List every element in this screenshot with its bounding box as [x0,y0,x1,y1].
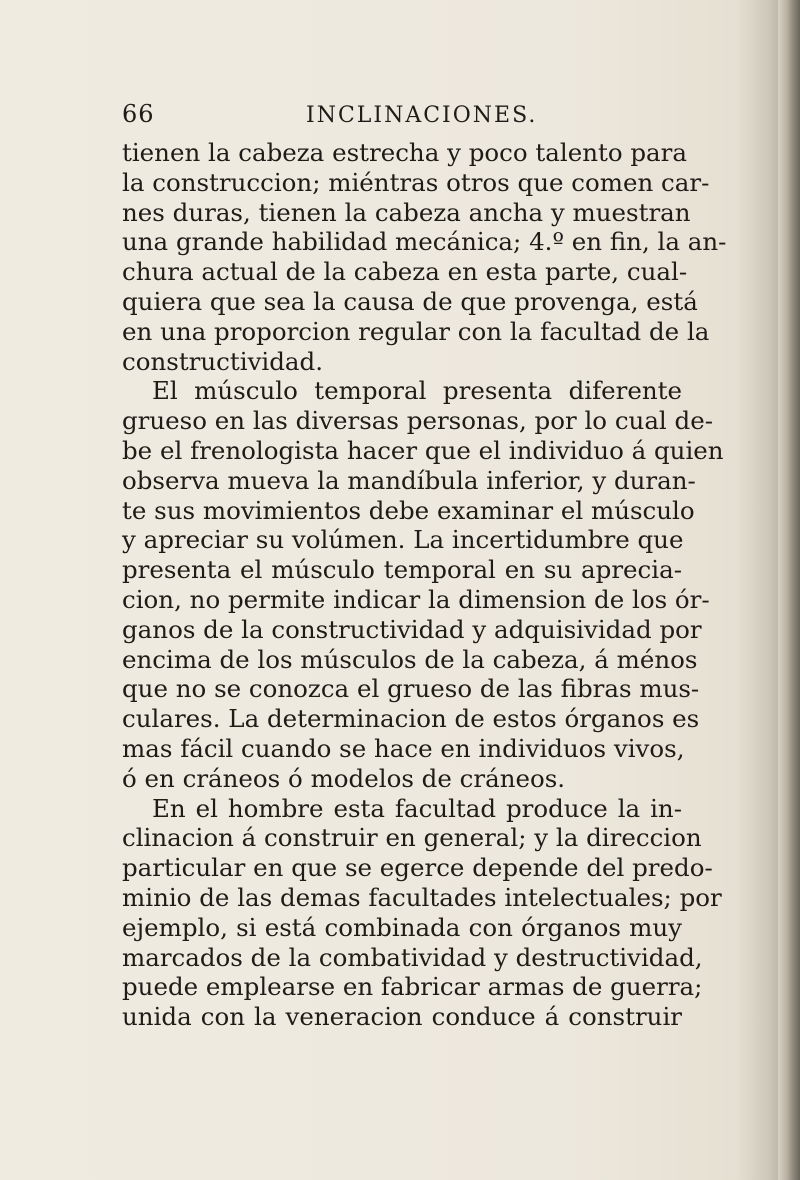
page-edge [778,0,800,1180]
text-line: tienen la cabeza estrecha y poco talento para [122,138,687,167]
text-line: grueso en las diversas personas, por lo cual de- [122,406,714,436]
text-line: observa mueva la mandíbula inferior, y duran- [122,465,696,495]
text-line: nes duras, tienen la cabeza ancha y muestran [122,197,691,227]
text-line: ganos de la constructividad y adquisividad por [122,614,702,644]
text-line: minio de las demas facultades intelectuales; por [122,882,722,912]
text-line: la construccion; miéntras otros que comen car- [122,167,710,197]
text-line: be el frenologista hacer que el individuo á quien [122,435,724,465]
text-line: chura actual de la cabeza en esta parte, cual- [122,257,688,287]
page-header [122,100,682,134]
text-line: que no se conozca el grueso de las fibras mus- [122,674,700,704]
text-line: En el hombre esta facultad produce la in- [152,793,682,823]
running-head: INCLINACIONES. [306,103,538,128]
text-line: unida con la veneracion conduce á construir [122,1002,682,1032]
text-line: y apreciar su volúmen. La incertidumbre que [122,525,684,555]
text-line: te sus movimientos debe examinar el músculo [122,495,695,525]
text-line: ejemplo, si está combinada con órganos muy [122,912,682,942]
text-line: quiera que sea la causa de que provenga, está [122,286,698,316]
text-line: mas fácil cuando se hace en individuos vivos, [122,733,685,763]
text-line: clinacion á construir en general; y la direccion [122,823,702,853]
text-line: presenta el músculo temporal en su aprecia- [122,555,682,585]
text-line: encima de los músculos de la cabeza, á ménos [122,644,698,674]
body-text [122,138,727,1032]
text-line: una grande habilidad mecánica; 4.º en fin, la an- [122,227,727,257]
text-line: ó en cráneos ó modelos de cráneos. [122,763,566,793]
text-line: marcados de la combatividad y destructividad, [122,942,703,972]
text-line: El músculo temporal presenta diferente [152,376,682,406]
text-line: constructividad. [122,346,324,376]
page-number: 66 [122,100,155,128]
text-line: particular en que se egerce depende del predo- [122,853,713,883]
text-line: en una proporcion regular con la facultad de la [122,316,710,346]
text-line: puede emplearse en fabricar armas de guerra; [122,972,703,1002]
text-line: cion, no permite indicar la dimension de los ór- [122,584,710,614]
text-line: culares. La determinacion de estos órganos es [122,704,700,734]
